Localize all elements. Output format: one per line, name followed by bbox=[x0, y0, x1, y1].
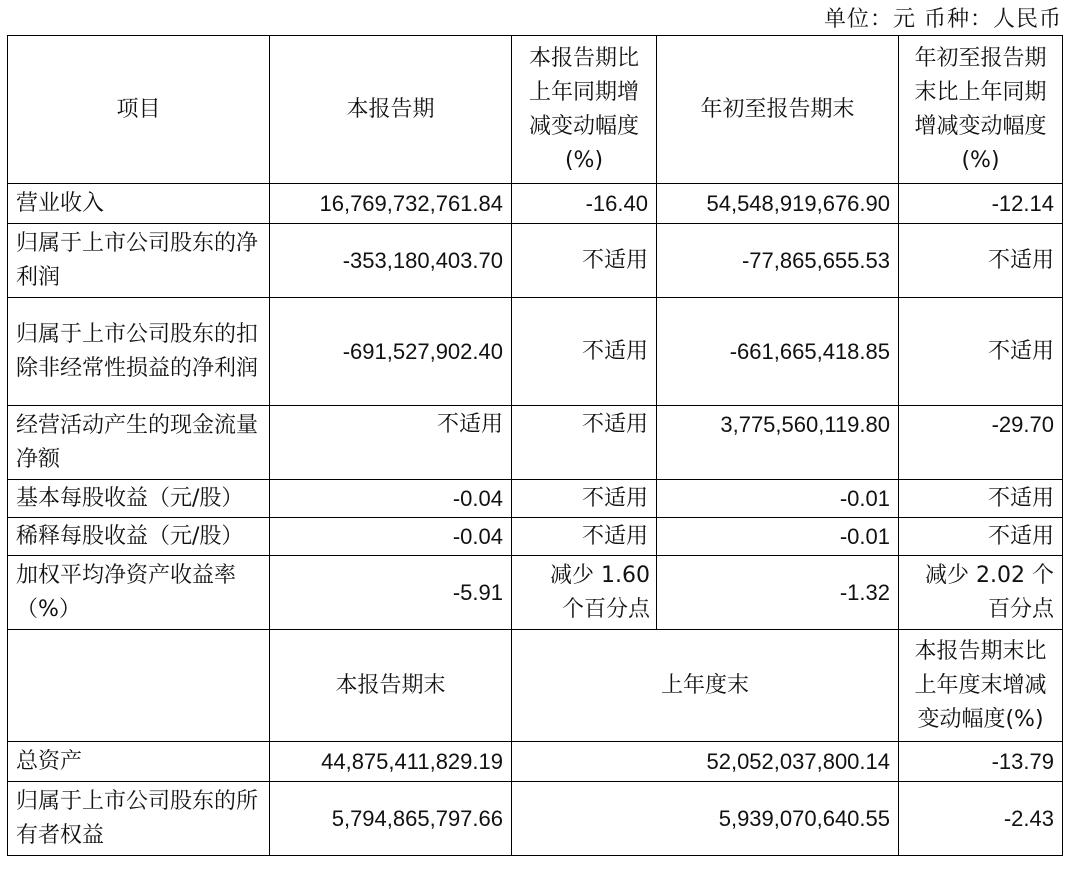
header-current-change: 本报告期比上年同期增减变动幅度(%) bbox=[512, 36, 657, 184]
cell-ytd: 3,775,560,119.80 bbox=[657, 406, 899, 480]
header-item: 项目 bbox=[8, 36, 270, 184]
header-ytd-change: 年初至报告期末比上年同期增减变动幅度(%) bbox=[899, 36, 1063, 184]
header-period-change: 本报告期末比上年度末增减变动幅度(%) bbox=[899, 630, 1063, 742]
cell-ytd: -661,665,418.85 bbox=[657, 298, 899, 406]
cell-current: -691,527,902.40 bbox=[270, 298, 512, 406]
cell-ytd-change: -29.70 bbox=[899, 406, 1063, 480]
cell-current-change: 不适用 bbox=[512, 406, 657, 480]
row-item-label: 加权平均净资产收益率（%） bbox=[8, 556, 270, 630]
cell-period-change: -2.43 bbox=[899, 782, 1063, 856]
cell-ytd-change: 不适用 bbox=[899, 518, 1063, 556]
row-item-label: 基本每股收益（元/股） bbox=[8, 480, 270, 518]
table-row bbox=[8, 406, 1063, 480]
cell-period-change: -13.79 bbox=[899, 742, 1063, 782]
table-row bbox=[8, 298, 1063, 406]
cell-current: -0.04 bbox=[270, 480, 512, 518]
cell-current-change: 不适用 bbox=[512, 480, 657, 518]
cell-current-change: -16.40 bbox=[512, 184, 657, 224]
cell-prior-year-end: 5,939,070,640.55 bbox=[512, 782, 899, 856]
table-row bbox=[8, 742, 1063, 782]
table-row bbox=[8, 518, 1063, 556]
cell-ytd: -0.01 bbox=[657, 480, 899, 518]
table-row bbox=[8, 556, 1063, 630]
cell-ytd-change: 不适用 bbox=[899, 480, 1063, 518]
table-header-row bbox=[8, 36, 1063, 184]
row-item-label: 营业收入 bbox=[8, 184, 270, 224]
row-item-label: 总资产 bbox=[8, 742, 270, 782]
cell-current-change: 不适用 bbox=[512, 298, 657, 406]
cell-current: -5.91 bbox=[270, 556, 512, 630]
cell-current-change: 不适用 bbox=[512, 224, 657, 298]
table-row bbox=[8, 782, 1063, 856]
table-row bbox=[8, 184, 1063, 224]
cell-ytd: -77,865,655.53 bbox=[657, 224, 899, 298]
header-period-end: 本报告期末 bbox=[270, 630, 512, 742]
cell-ytd: -0.01 bbox=[657, 518, 899, 556]
cell-ytd-change: 减少 2.02 个百分点 bbox=[899, 556, 1063, 630]
table-row bbox=[8, 480, 1063, 518]
cell-current: 不适用 bbox=[270, 406, 512, 480]
cell-ytd-change: -12.14 bbox=[899, 184, 1063, 224]
header-item-blank bbox=[8, 630, 270, 742]
row-item-label: 归属于上市公司股东的扣除非经常性损益的净利润 bbox=[8, 298, 270, 406]
row-item-label: 归属于上市公司股东的所有者权益 bbox=[8, 782, 270, 856]
cell-period-end: 5,794,865,797.66 bbox=[270, 782, 512, 856]
cell-current-change: 不适用 bbox=[512, 518, 657, 556]
cell-current: 16,769,732,761.84 bbox=[270, 184, 512, 224]
header-ytd: 年初至报告期末 bbox=[657, 36, 899, 184]
cell-current-change: 减少 1.60 个百分点 bbox=[512, 556, 657, 630]
cell-ytd: -1.32 bbox=[657, 556, 899, 630]
header-current-period: 本报告期 bbox=[270, 36, 512, 184]
cell-ytd-change: 不适用 bbox=[899, 298, 1063, 406]
cell-period-end: 44,875,411,829.19 bbox=[270, 742, 512, 782]
header-prior-year-end: 上年度末 bbox=[512, 630, 899, 742]
cell-ytd-change: 不适用 bbox=[899, 224, 1063, 298]
financial-summary-table bbox=[7, 35, 1063, 856]
table-subheader-row bbox=[8, 630, 1063, 742]
unit-currency-note: 单位：元 币种：人民币 bbox=[824, 7, 1062, 32]
cell-current: -353,180,403.70 bbox=[270, 224, 512, 298]
cell-current: -0.04 bbox=[270, 518, 512, 556]
row-item-label: 稀释每股收益（元/股） bbox=[8, 518, 270, 556]
cell-ytd: 54,548,919,676.90 bbox=[657, 184, 899, 224]
row-item-label: 经营活动产生的现金流量净额 bbox=[8, 406, 270, 480]
row-item-label: 归属于上市公司股东的净利润 bbox=[8, 224, 270, 298]
cell-prior-year-end: 52,052,037,800.14 bbox=[512, 742, 899, 782]
table-row bbox=[8, 224, 1063, 298]
